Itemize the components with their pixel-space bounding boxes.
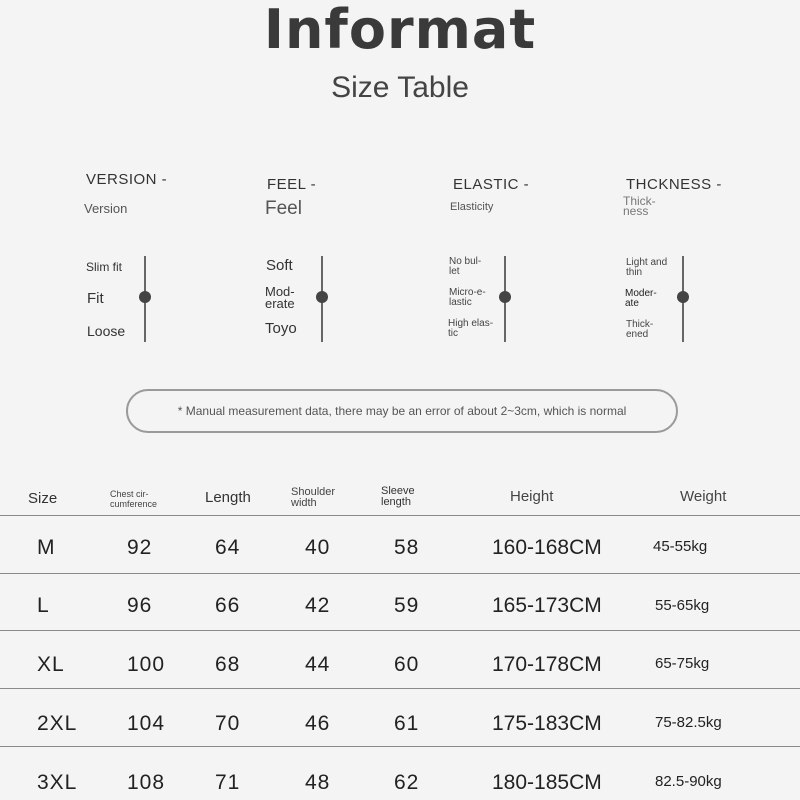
table-divider — [0, 630, 800, 631]
row-xl-chest: 100 — [127, 653, 166, 676]
header-height: Height — [510, 488, 554, 505]
row-l-size: L — [37, 594, 50, 617]
row-m-shoulder: 40 — [305, 536, 331, 559]
attr-elastic-option-no-bullet: No bul- let — [449, 256, 482, 277]
row-3xl-shoulder: 48 — [305, 771, 331, 794]
attr-feel-subtitle: Feel — [265, 198, 302, 219]
row-3xl-weight: 82.5-90kg — [655, 773, 722, 790]
row-l-chest: 96 — [127, 594, 153, 617]
header-sleeve: Sleeve length — [381, 485, 415, 508]
row-m-height: 160-168CM — [492, 536, 602, 559]
header-size: Size — [28, 490, 58, 507]
row-m-weight: 45-55kg — [653, 538, 708, 555]
row-xl-weight: 65-75kg — [655, 655, 710, 672]
row-l-length: 66 — [215, 594, 241, 617]
row-xl-length: 68 — [215, 653, 241, 676]
attr-version-scale-marker — [139, 291, 151, 303]
attr-version-option-slim: Slim fit — [86, 260, 122, 274]
table-divider — [0, 515, 800, 516]
table-divider — [0, 746, 800, 747]
row-2xl-sleeve: 61 — [394, 712, 420, 735]
row-3xl-height: 180-185CM — [492, 771, 602, 794]
attr-feel-option-moderate: Mod- erate — [265, 284, 295, 311]
attr-elastic-option-high: High elas- tic — [448, 318, 494, 339]
attr-feel-scale-marker — [316, 291, 328, 303]
attr-thickness-subtitle: Thick- ness — [623, 194, 656, 218]
row-3xl-sleeve: 62 — [394, 771, 420, 794]
attr-elastic-title: ELASTIC - — [453, 176, 530, 193]
attr-feel-title: FEEL - — [267, 176, 317, 193]
attr-version-subtitle: Version — [84, 201, 128, 216]
attr-elastic-scale-marker — [499, 291, 511, 303]
row-xl-size: XL — [37, 653, 65, 676]
row-xl-shoulder: 44 — [305, 653, 331, 676]
row-l-weight: 55-65kg — [655, 597, 710, 614]
row-2xl-chest: 104 — [127, 712, 166, 735]
header-weight: Weight — [680, 488, 727, 505]
row-l-sleeve: 59 — [394, 594, 420, 617]
attr-feel-option-toyo: Toyo — [265, 320, 297, 337]
row-m-size: M — [37, 536, 56, 559]
row-3xl-size: 3XL — [37, 771, 78, 794]
attr-thickness-option-thickened: Thick- ened — [626, 319, 654, 340]
row-l-height: 165-173CM — [492, 594, 602, 617]
row-m-length: 64 — [215, 536, 241, 559]
row-2xl-length: 70 — [215, 712, 241, 735]
header-length: Length — [205, 489, 251, 506]
row-3xl-chest: 108 — [127, 771, 166, 794]
attr-version-option-fit: Fit — [87, 290, 104, 307]
attr-thickness-scale-marker — [677, 291, 689, 303]
row-l-shoulder: 42 — [305, 594, 331, 617]
attr-elastic-subtitle: Elasticity — [450, 201, 494, 213]
header-chest: Chest cir- cumference — [110, 489, 158, 509]
attr-elastic-option-micro: Micro-e- lastic — [449, 287, 486, 308]
row-xl-sleeve: 60 — [394, 653, 420, 676]
row-2xl-height: 175-183CM — [492, 712, 602, 735]
page-subtitle: Size Table — [331, 71, 469, 104]
row-2xl-size: 2XL — [37, 712, 78, 735]
brand-title: Informat — [263, 0, 537, 61]
attr-version-option-loose: Loose — [87, 323, 126, 339]
table-divider — [0, 688, 800, 689]
row-2xl-shoulder: 46 — [305, 712, 331, 735]
row-m-sleeve: 58 — [394, 536, 420, 559]
attr-thickness-option-light: Light and thin — [626, 257, 668, 278]
header-shoulder: Shoulder width — [291, 486, 336, 509]
row-xl-height: 170-178CM — [492, 653, 602, 676]
row-2xl-weight: 75-82.5kg — [655, 714, 722, 731]
row-3xl-length: 71 — [215, 771, 241, 794]
table-divider — [0, 573, 800, 574]
attr-version-title: VERSION - — [86, 171, 168, 188]
attr-feel-option-soft: Soft — [266, 257, 293, 274]
measurement-note: * Manual measurement data, there may be an error of about 2~3cm, which is normal — [126, 389, 678, 433]
row-m-chest: 92 — [127, 536, 153, 559]
attr-thickness-option-moderate: Moder- ate — [625, 288, 657, 309]
attr-thickness-title: THCKNESS - — [626, 176, 722, 193]
